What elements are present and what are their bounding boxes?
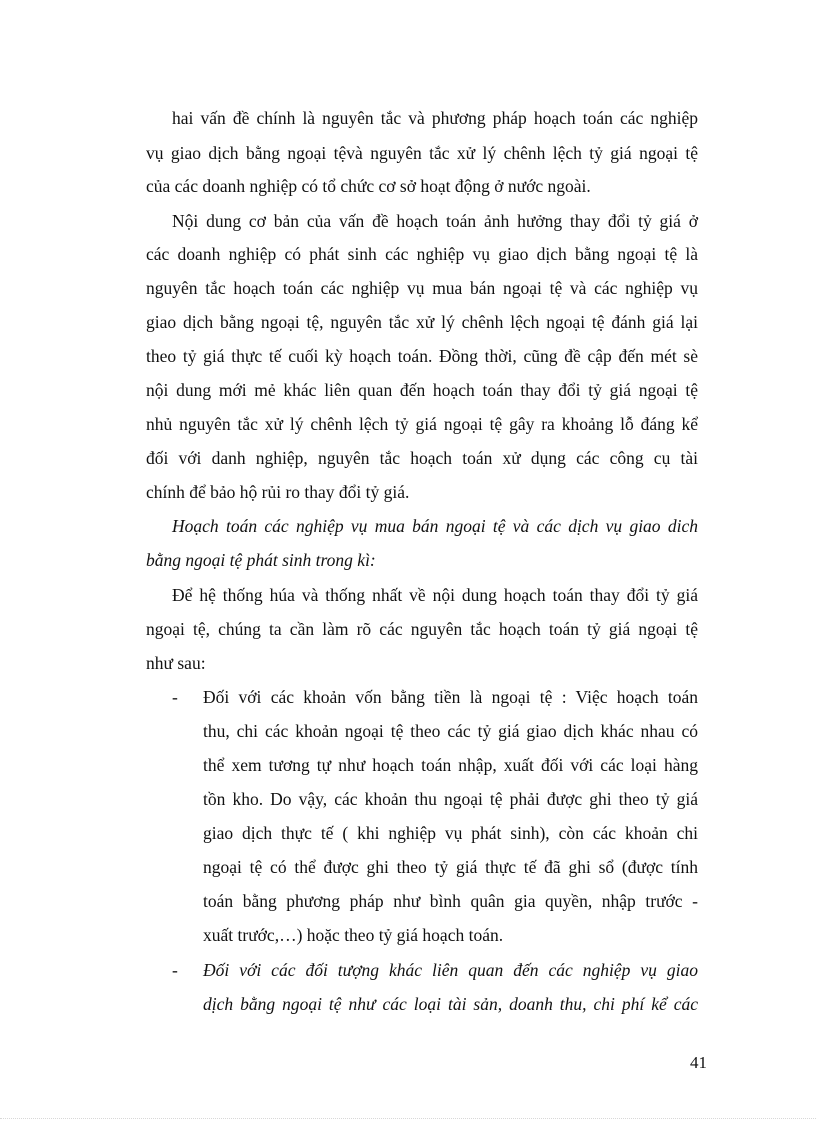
paragraph-line: các doanh nghiệp có phát sinh các nghiệp vụ giao dịch bằng ngoại tệ là bbox=[146, 244, 698, 264]
bullet-line: xuất trước,…) hoặc theo tỷ giá hoạch toán. bbox=[203, 925, 504, 945]
paragraph-line: nguyên tắc hoạch toán các nghiệp vụ mua bán ngoại tệ và các nghiệp vụ bbox=[146, 278, 698, 298]
paragraph-line: ngoại tệ, chúng ta cần làm rõ các nguyên tắc hoạch toán tỷ giá ngoại tệ bbox=[146, 619, 698, 639]
page-bottom-divider bbox=[0, 1118, 816, 1119]
paragraph-line: đối với danh nghiệp, nguyên tắc hoạch toán xử dụng các công cụ tài bbox=[146, 448, 698, 468]
bullet-line: thu, chi các khoản ngoại tệ theo các tỷ giá giao dịch khác nhau có bbox=[203, 721, 698, 741]
paragraph-line: theo tỷ giá thực tế cuối kỳ hoạch toán. Đồng thời, cũng đề cập đến mét sè bbox=[146, 346, 698, 366]
bullet-line: tồn kho. Do vậy, các khoản thu ngoại tệ phải được ghi theo tỷ giá bbox=[203, 789, 698, 809]
bullet-line: Đối với các đối tượng khác liên quan đến các nghiệp vụ giao bbox=[203, 960, 698, 980]
paragraph-line: nội dung mới mẻ khác liên quan đến hoạch toán thay đổi tỷ giá ngoại tệ bbox=[146, 380, 698, 400]
bullet-marker: - bbox=[172, 687, 178, 707]
bullet-line: thể xem tương tự như hoạch toán nhập, xuất đối với các loại hàng bbox=[203, 755, 698, 775]
section-heading-line: bằng ngoại tệ phát sinh trong kì: bbox=[146, 550, 376, 570]
paragraph-line: của các doanh nghiệp có tổ chức cơ sở hoạt động ở nước ngoài. bbox=[146, 176, 591, 196]
paragraph-line: Để hệ thống húa và thống nhất về nội dung hoạch toán thay đổi tỷ giá bbox=[172, 585, 698, 605]
section-heading-line: Hoạch toán các nghiệp vụ mua bán ngoại tệ và các dịch vụ giao dich bbox=[172, 516, 698, 536]
bullet-line: giao dịch thực tế ( khi nghiệp vụ phát sinh), còn các khoản chi bbox=[203, 823, 698, 843]
bullet-line: ngoại tệ có thể được ghi theo tỷ giá thực tế đã ghi sổ (được tính bbox=[203, 857, 698, 877]
paragraph-line: giao dịch bằng ngoại tệ, nguyên tắc xử lý chênh lệch ngoại tệ đánh giá lại bbox=[146, 312, 698, 332]
bullet-line: dịch bằng ngoại tệ như các loại tài sản, doanh thu, chi phí kể các bbox=[203, 994, 698, 1014]
paragraph-line: hai vấn đề chính là nguyên tắc và phương pháp hoạch toán các nghiệp bbox=[172, 108, 698, 128]
paragraph-line: chính để bảo hộ rủi ro thay đổi tỷ giá. bbox=[146, 482, 410, 502]
bullet-line: toán bằng phương pháp như bình quân gia quyền, nhập trước - bbox=[203, 891, 698, 911]
bullet-line: Đối với các khoản vốn bằng tiền là ngoại tệ : Việc hoạch toán bbox=[203, 687, 698, 707]
paragraph-line: vụ giao dịch bằng ngoại tệvà nguyên tắc xử lý chênh lệch tỷ giá ngoại tệ bbox=[146, 143, 698, 163]
paragraph-line: Nội dung cơ bản của vấn đề hoạch toán ảnh hưởng thay đổi tỷ giá ở bbox=[172, 211, 698, 231]
bullet-marker: - bbox=[172, 960, 178, 980]
page-number: 41 bbox=[690, 1053, 707, 1072]
paragraph-line: như sau: bbox=[146, 653, 206, 673]
paragraph-line: nhủ nguyên tắc xử lý chênh lệch tỷ giá ngoại tệ gây ra khoảng lỗ đáng kể bbox=[146, 414, 698, 434]
